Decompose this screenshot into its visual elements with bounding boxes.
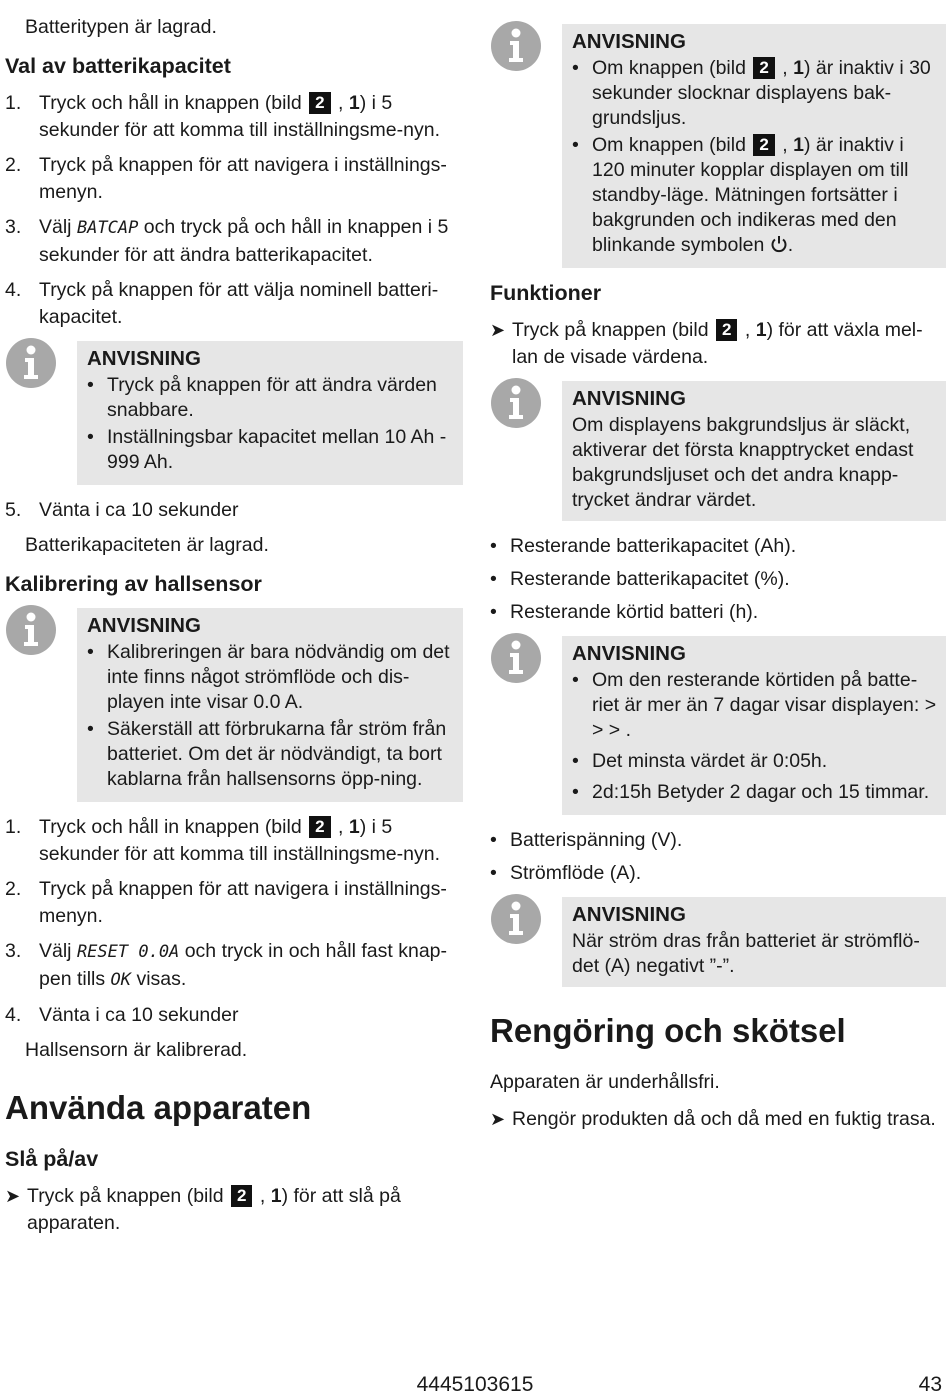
note-title: ANVISNING <box>572 903 686 926</box>
document-number: 4445103615 <box>416 1373 534 1396</box>
list-item: • Det minsta värdet är 0:05h. <box>572 750 828 772</box>
note-box <box>490 24 946 268</box>
note-box <box>5 608 463 802</box>
battery-capacity-steps <box>5 90 463 331</box>
figure-badge: 2 <box>309 816 330 838</box>
instruction-step: ➤ Rengör produkten då och då med en fuktig trasa. <box>490 1106 946 1133</box>
note-text: Om displayens bakgrundsljus är släckt, aktiverar det första knapptrycket endast bakgrundsljuset och det andra knapp-trycket ändrar värdet. <box>572 414 914 511</box>
list-item: • Resterande körtid batteri (h). <box>490 601 759 623</box>
list-item: • Resterande batterikapacitet (%). <box>490 568 790 590</box>
note-text: När ström dras från batteriet är strömflö-det (A) negativt ”-”. <box>572 930 920 977</box>
list-item: • 2d:15h Betyder 2 dagar och 15 timmar. <box>572 781 930 803</box>
figure-badge: 2 <box>309 92 330 114</box>
list-item: 3. Välj RESET 0.0A och tryck in och håll fast knap-pen tills OK visas. <box>5 940 448 990</box>
battery-capacity-step-5 <box>5 497 463 524</box>
list-item: 2. Tryck på knappen för att navigera i inställnings-menyn. <box>5 878 447 927</box>
list-item: 2. Tryck på knappen för att navigera i inställnings-menyn. <box>5 154 447 203</box>
heading-hall-sensor-calibration: Kalibrering av hallsensor <box>5 572 262 596</box>
display-values-list <box>490 533 946 626</box>
info-icon <box>490 897 562 987</box>
list-item: • Om knappen (bild 2 , 1) är inaktiv i 120 minuter kopplar displayen om till standby-läge. Mätningen fortsätter i bakgrunden och indikeras med den blinkande symbolen . <box>572 134 909 256</box>
heading-battery-capacity: Val av batterikapacitet <box>5 54 231 78</box>
info-icon <box>5 608 77 802</box>
maintenance-free-text: Apparaten är underhållsfri. <box>490 1071 720 1093</box>
capacity-saved-text: Batterikapaciteten är lagrad. <box>25 534 269 556</box>
heading-functions: Funktioner <box>490 281 602 305</box>
list-item: • Inställningsbar kapacitet mellan 10 Ah - 999 Ah. <box>87 426 447 473</box>
note-title: ANVISNING <box>87 614 201 637</box>
battery-type-saved-text: Batteritypen är lagrad. <box>25 16 217 38</box>
list-item: • Batterispänning (V). <box>490 829 683 851</box>
note-box <box>490 897 946 987</box>
heading-on-off: Slå på/av <box>5 1147 99 1171</box>
figure-badge: 2 <box>753 134 774 156</box>
note-title: ANVISNING <box>572 387 686 410</box>
instruction-step: ➤ Tryck på knappen (bild 2 , 1) för att växla mel-lan de visade värdena. <box>490 317 946 371</box>
note-title: ANVISNING <box>572 30 686 53</box>
left-column <box>5 14 463 1247</box>
right-column <box>490 14 946 1143</box>
list-item: • Kalibreringen är bara nödvändig om det inte finns något strömflöde och dis-playen inte visar 0.0 A. <box>87 641 450 713</box>
note-title: ANVISNING <box>572 642 686 665</box>
display-code: OK <box>110 970 132 990</box>
note-title: ANVISNING <box>87 347 201 370</box>
arrow-icon: ➤ <box>490 1109 506 1129</box>
info-icon <box>490 24 562 268</box>
figure-badge: 2 <box>231 1185 252 1207</box>
heading-cleaning-care: Rengöring och skötsel <box>490 1012 846 1049</box>
note-box <box>5 341 463 485</box>
info-icon <box>5 341 77 485</box>
power-icon <box>770 235 788 253</box>
arrow-icon: ➤ <box>490 320 506 340</box>
list-item: • Tryck på knappen för att ändra värden snabbare. <box>87 374 437 421</box>
info-icon <box>490 381 562 521</box>
display-code: BATCAP <box>76 218 139 238</box>
page-number: 43 <box>918 1373 942 1396</box>
list-item: • Resterande batterikapacitet (Ah). <box>490 535 797 557</box>
arrow-icon: ➤ <box>5 1186 21 1206</box>
info-icon <box>490 636 562 815</box>
note-box <box>490 636 946 815</box>
list-item: 3. Välj BATCAP och tryck på och håll in knappen i 5 sekunder för att ändra batterikapacitet. <box>5 216 449 266</box>
list-item: 1. Tryck och håll in knappen (bild 2 , 1) i 5 sekunder för att komma till inställningsme-nyn. <box>5 816 440 865</box>
heading-use-device: Använda apparaten <box>5 1089 312 1126</box>
instruction-step: ➤ Tryck på knappen (bild 2 , 1) för att slå på apparaten. <box>5 1183 463 1237</box>
display-code: RESET 0.0A <box>76 942 180 962</box>
figure-badge: 2 <box>753 57 774 79</box>
list-item: 4. Vänta i ca 10 sekunder <box>5 1004 239 1026</box>
note-box <box>490 381 946 521</box>
display-values-list <box>490 827 946 887</box>
calibration-steps <box>5 814 463 1029</box>
list-item: 4. Tryck på knappen för att välja nominell batteri-kapacitet. <box>5 279 439 328</box>
calibrated-text: Hallsensorn är kalibrerad. <box>25 1039 248 1061</box>
figure-badge: 2 <box>716 319 737 341</box>
list-item: • Om den resterande körtiden på batte-riet är mer än 7 dagar visar displayen: > > > . <box>572 669 937 741</box>
list-item: • Strömflöde (A). <box>490 862 642 884</box>
list-item: • Om knappen (bild 2 , 1) är inaktiv i 30 sekunder slocknar displayens bak-grundsljus. <box>572 57 931 129</box>
list-item: 5. Vänta i ca 10 sekunder <box>5 499 239 521</box>
list-item: • Säkerställ att förbrukarna får ström från batteriet. Om det är nödvändigt, ta bort kablarna från hallsensorns öpp-ning. <box>87 718 447 790</box>
list-item: 1. Tryck och håll in knappen (bild 2 , 1) i 5 sekunder för att komma till inställningsme-nyn. <box>5 92 440 141</box>
